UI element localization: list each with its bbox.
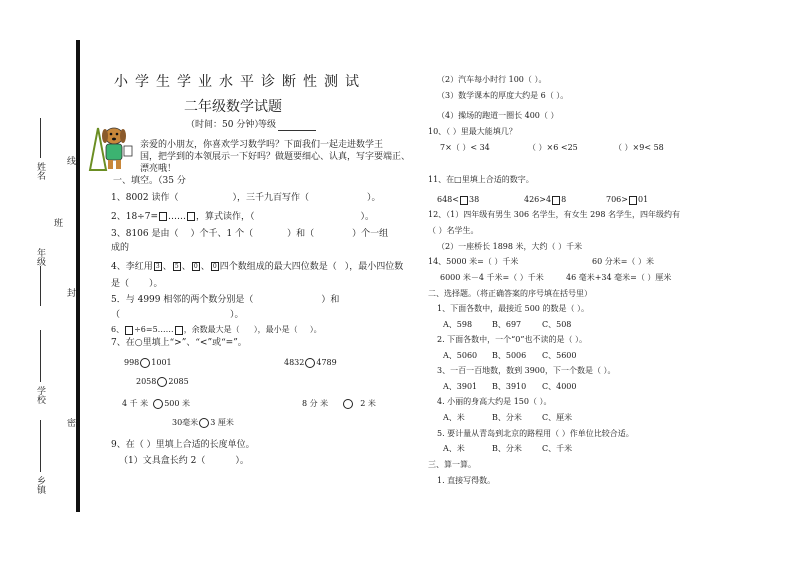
- answer-box[interactable]: [629, 196, 637, 205]
- town-line: [40, 420, 41, 472]
- compare-3-right: 2085: [168, 377, 189, 386]
- question-2: [111, 212, 374, 223]
- choice-4-b[interactable]: B、分米: [492, 413, 522, 422]
- q2-part-b: ……: [168, 212, 186, 222]
- q1-part-b: ），三千九百写作（: [232, 193, 310, 203]
- q4-part-a: 4、李红用: [111, 262, 153, 272]
- q6-part-a: 6、: [111, 325, 125, 334]
- q11-a-right: 38: [468, 195, 480, 204]
- compare-circle[interactable]: [140, 358, 150, 368]
- q11-b-right: 8: [561, 195, 567, 204]
- q1-part-a: 1、8002 读作（: [111, 193, 179, 203]
- question-4: 4、李红用 3 、 5 、 0 、 0 四个数组成的最大四位数是（ ），最小四位数: [111, 262, 404, 272]
- choice-4-c[interactable]: C、厘米: [542, 413, 573, 422]
- choice-5-b[interactable]: B、分米: [492, 444, 522, 453]
- choice-5-a[interactable]: A、米: [443, 444, 465, 453]
- digit-card: 5: [173, 262, 181, 271]
- answer-box[interactable]: [552, 196, 560, 205]
- question-10-c: （ ）×9< 58: [614, 143, 664, 152]
- q11-c-left: 706>: [606, 195, 628, 204]
- compare-1-right: 1001: [151, 358, 172, 367]
- q6-part-e: ）。: [309, 325, 322, 334]
- page-title: 小学生学业水平诊断性测试: [114, 74, 366, 90]
- compare-6: [172, 418, 234, 428]
- q5-part-d: ）。: [230, 310, 244, 320]
- choice-1-a[interactable]: A、598: [443, 320, 473, 329]
- intro-line-3: 漂亮哦！: [140, 164, 177, 174]
- binding-rule: [76, 40, 80, 512]
- compare-5-left: 8 分 米: [302, 399, 329, 408]
- choice-2-a[interactable]: A、5060: [443, 351, 478, 360]
- question-1: [111, 193, 381, 204]
- q4-part-e: ）。: [149, 279, 163, 289]
- q11-b-left: 426>4: [524, 195, 552, 204]
- q2-part-c: ，算式读作，（: [196, 212, 255, 222]
- q9-1-part-b: ）。: [235, 456, 249, 466]
- question-14-c: 6000 米－4 千米=（ ）千米: [440, 273, 544, 282]
- q4-part-b: 四个数组成的最大四位数是（: [219, 262, 337, 272]
- q4-part-c: ），最小四位数: [344, 262, 404, 272]
- question-9-4: （4）操场的跑道一圈长 400（ ）: [437, 111, 559, 120]
- question-12-1: 12、（1）四年级有男生 306 名学生，有女生 298 名学生，四年级约有: [428, 210, 680, 219]
- compare-circle[interactable]: [157, 377, 167, 387]
- choice-2: 2. 下面各数中，一个“0”也不读的是（ ）。: [437, 335, 587, 344]
- intro-line-1: 亲爱的小朋友，你喜欢学习数学吗？下面我们一起走进数学王: [140, 140, 384, 150]
- question-7: 7、在○里填上“>”、“<”或“=”。: [111, 338, 247, 348]
- seal-feng-char: 封: [65, 288, 75, 297]
- q9-1-part-a: （1）文具盒长约 2（: [119, 456, 206, 466]
- class-label: 年级: [35, 248, 45, 266]
- seal-line-char: 线: [65, 156, 75, 165]
- q6-part-b: ÷6=5……: [134, 325, 174, 334]
- digit-card: 0: [192, 262, 200, 271]
- q3-part-c: ）和（: [287, 229, 315, 239]
- q4-part-d: 是（: [111, 279, 130, 289]
- q2-part-d: ）。: [360, 212, 375, 222]
- q5-part-a: 5．与 4999 相邻的两个数分别是（: [111, 295, 254, 305]
- compare-circle[interactable]: [343, 399, 353, 409]
- digit-card: 0: [211, 262, 219, 271]
- compare-4-right: 500 米: [164, 399, 190, 408]
- choice-3-b[interactable]: B、3910: [492, 382, 527, 391]
- compare-1-left: 998: [124, 358, 140, 367]
- answer-box[interactable]: [159, 212, 167, 221]
- choice-4-a[interactable]: A、米: [443, 413, 465, 422]
- compare-5: [302, 399, 376, 409]
- question-9-2: （2）汽车每小时行 100（ ）。: [437, 75, 547, 84]
- compare-2-right: 4789: [316, 358, 337, 367]
- choice-5: 5. 要计量从青岛到北京的路程用（ ）作单位比较合适。: [437, 429, 634, 438]
- question-14-b: 60 分米=（ ）米: [592, 257, 654, 266]
- time-text: （时间：50 分钟）: [186, 120, 264, 130]
- section-3-heading: 三、算一算。: [428, 460, 476, 469]
- question-14-d: 46 毫米+34 毫米=（ ）厘米: [566, 273, 672, 282]
- question-9: 9、在（ ）里填上合适的长度单位。: [111, 440, 255, 450]
- choice-3: 3、一百一百地数，数到 3900，下一个数是（ ）。: [437, 366, 616, 375]
- compare-1: [124, 358, 172, 368]
- answer-box[interactable]: [460, 196, 468, 205]
- answer-box[interactable]: [187, 212, 195, 221]
- question-6: [111, 325, 322, 335]
- section-2-heading: 二、选择题。（将正确答案的序号填在括号里）: [428, 289, 592, 298]
- choice-1: 1、下面各数中，最接近 500 的数是（ ）。: [437, 304, 589, 313]
- question-11-c: [606, 195, 648, 205]
- question-3-cont: 成的: [111, 243, 130, 253]
- intro-line-2: 国，把学到的本领展示一下好吗？做题要细心、认真，写字要端正、: [140, 152, 411, 162]
- compare-2: [284, 358, 337, 368]
- question-3: [111, 229, 388, 240]
- choice-4: 4. 小丽的身高大约是 150（ ）。: [437, 397, 552, 406]
- q3-part-d: ）个一组: [352, 229, 389, 239]
- q3-part-b: ）个千、1 个（: [190, 229, 254, 239]
- question-9-1: [119, 456, 249, 467]
- compare-6-right: 3 厘米: [210, 418, 234, 427]
- dog-mascot-image: [88, 120, 134, 172]
- seal-mi-char: 密: [65, 418, 75, 427]
- question-12-1-cont: （ ）名学生。: [428, 226, 479, 235]
- q11-c-right: 01: [637, 195, 649, 204]
- class-line: [40, 266, 41, 306]
- q1-part-c: ）。: [367, 193, 381, 203]
- question-5: [111, 295, 339, 306]
- question-11-b: [524, 195, 566, 205]
- question-4-cont: [111, 279, 163, 290]
- choice-2-b[interactable]: B、5006: [492, 351, 527, 360]
- question-11: 11、在□里填上合适的数字。: [428, 175, 534, 184]
- name-line: [40, 118, 41, 158]
- choice-1-c[interactable]: C、508: [542, 320, 572, 329]
- digit-card: 3: [154, 262, 162, 271]
- town-label: 乡镇: [35, 476, 45, 494]
- choice-1-b[interactable]: B、697: [492, 320, 522, 329]
- question-14-a: 14、5000 米=（ ）千米: [428, 257, 519, 266]
- answer-box[interactable]: [175, 326, 183, 335]
- compare-circle[interactable]: [199, 418, 209, 428]
- class-label-2: 班: [52, 218, 62, 227]
- q3-part-a: 3、8106 是由（: [111, 229, 179, 239]
- compare-3-left: 2058: [136, 377, 157, 386]
- q5-part-c: （: [111, 310, 121, 320]
- answer-box[interactable]: [125, 326, 133, 335]
- q5-part-b: ）和: [321, 295, 340, 305]
- question-10-a: 7×（ ）< 34: [440, 143, 490, 152]
- question-12-2: （2）一座桥长 1898 米，大约（ ）千米: [437, 242, 583, 251]
- q2-part-a: 2、18÷7=: [111, 212, 158, 222]
- compare-3: [136, 377, 189, 387]
- q6-part-c: ，余数最大是（: [183, 325, 240, 334]
- section-3-item-1: 1. 直接写得数。: [437, 476, 496, 485]
- compare-4: [122, 399, 190, 409]
- question-11-a: [437, 195, 479, 205]
- q11-a-left: 648<: [437, 195, 459, 204]
- grade-line: [278, 130, 316, 131]
- section-1-heading: 一、填空。（35 分: [113, 176, 186, 186]
- compare-5-right: 2 米: [360, 399, 376, 408]
- school-line: [40, 330, 41, 382]
- question-10-b: （ ）×6 <25: [528, 143, 578, 152]
- compare-6-left: 30毫米: [172, 418, 199, 427]
- choice-3-a[interactable]: A、3901: [443, 382, 478, 391]
- choice-2-c[interactable]: C、5600: [542, 351, 577, 360]
- compare-4-left: 4 千 米: [122, 399, 149, 408]
- choice-5-c[interactable]: C、千米: [542, 444, 573, 453]
- compare-2-left: 4832: [284, 358, 305, 367]
- question-9-3: （3）数学课本的厚度大约是 6（ ）。: [437, 91, 569, 100]
- page-subtitle: 二年级数学试题: [184, 99, 282, 115]
- question-5-cont: [111, 310, 244, 321]
- question-10: 10、（ ）里最大能填几？: [428, 127, 517, 136]
- name-label: 姓名: [35, 162, 45, 180]
- compare-circle[interactable]: [153, 399, 163, 409]
- grade-label: 等级: [258, 120, 277, 130]
- q6-part-d: ），最小是（: [253, 325, 298, 334]
- school-label: 学校: [35, 386, 45, 404]
- compare-circle[interactable]: [305, 358, 315, 368]
- choice-3-c[interactable]: C、4000: [542, 382, 577, 391]
